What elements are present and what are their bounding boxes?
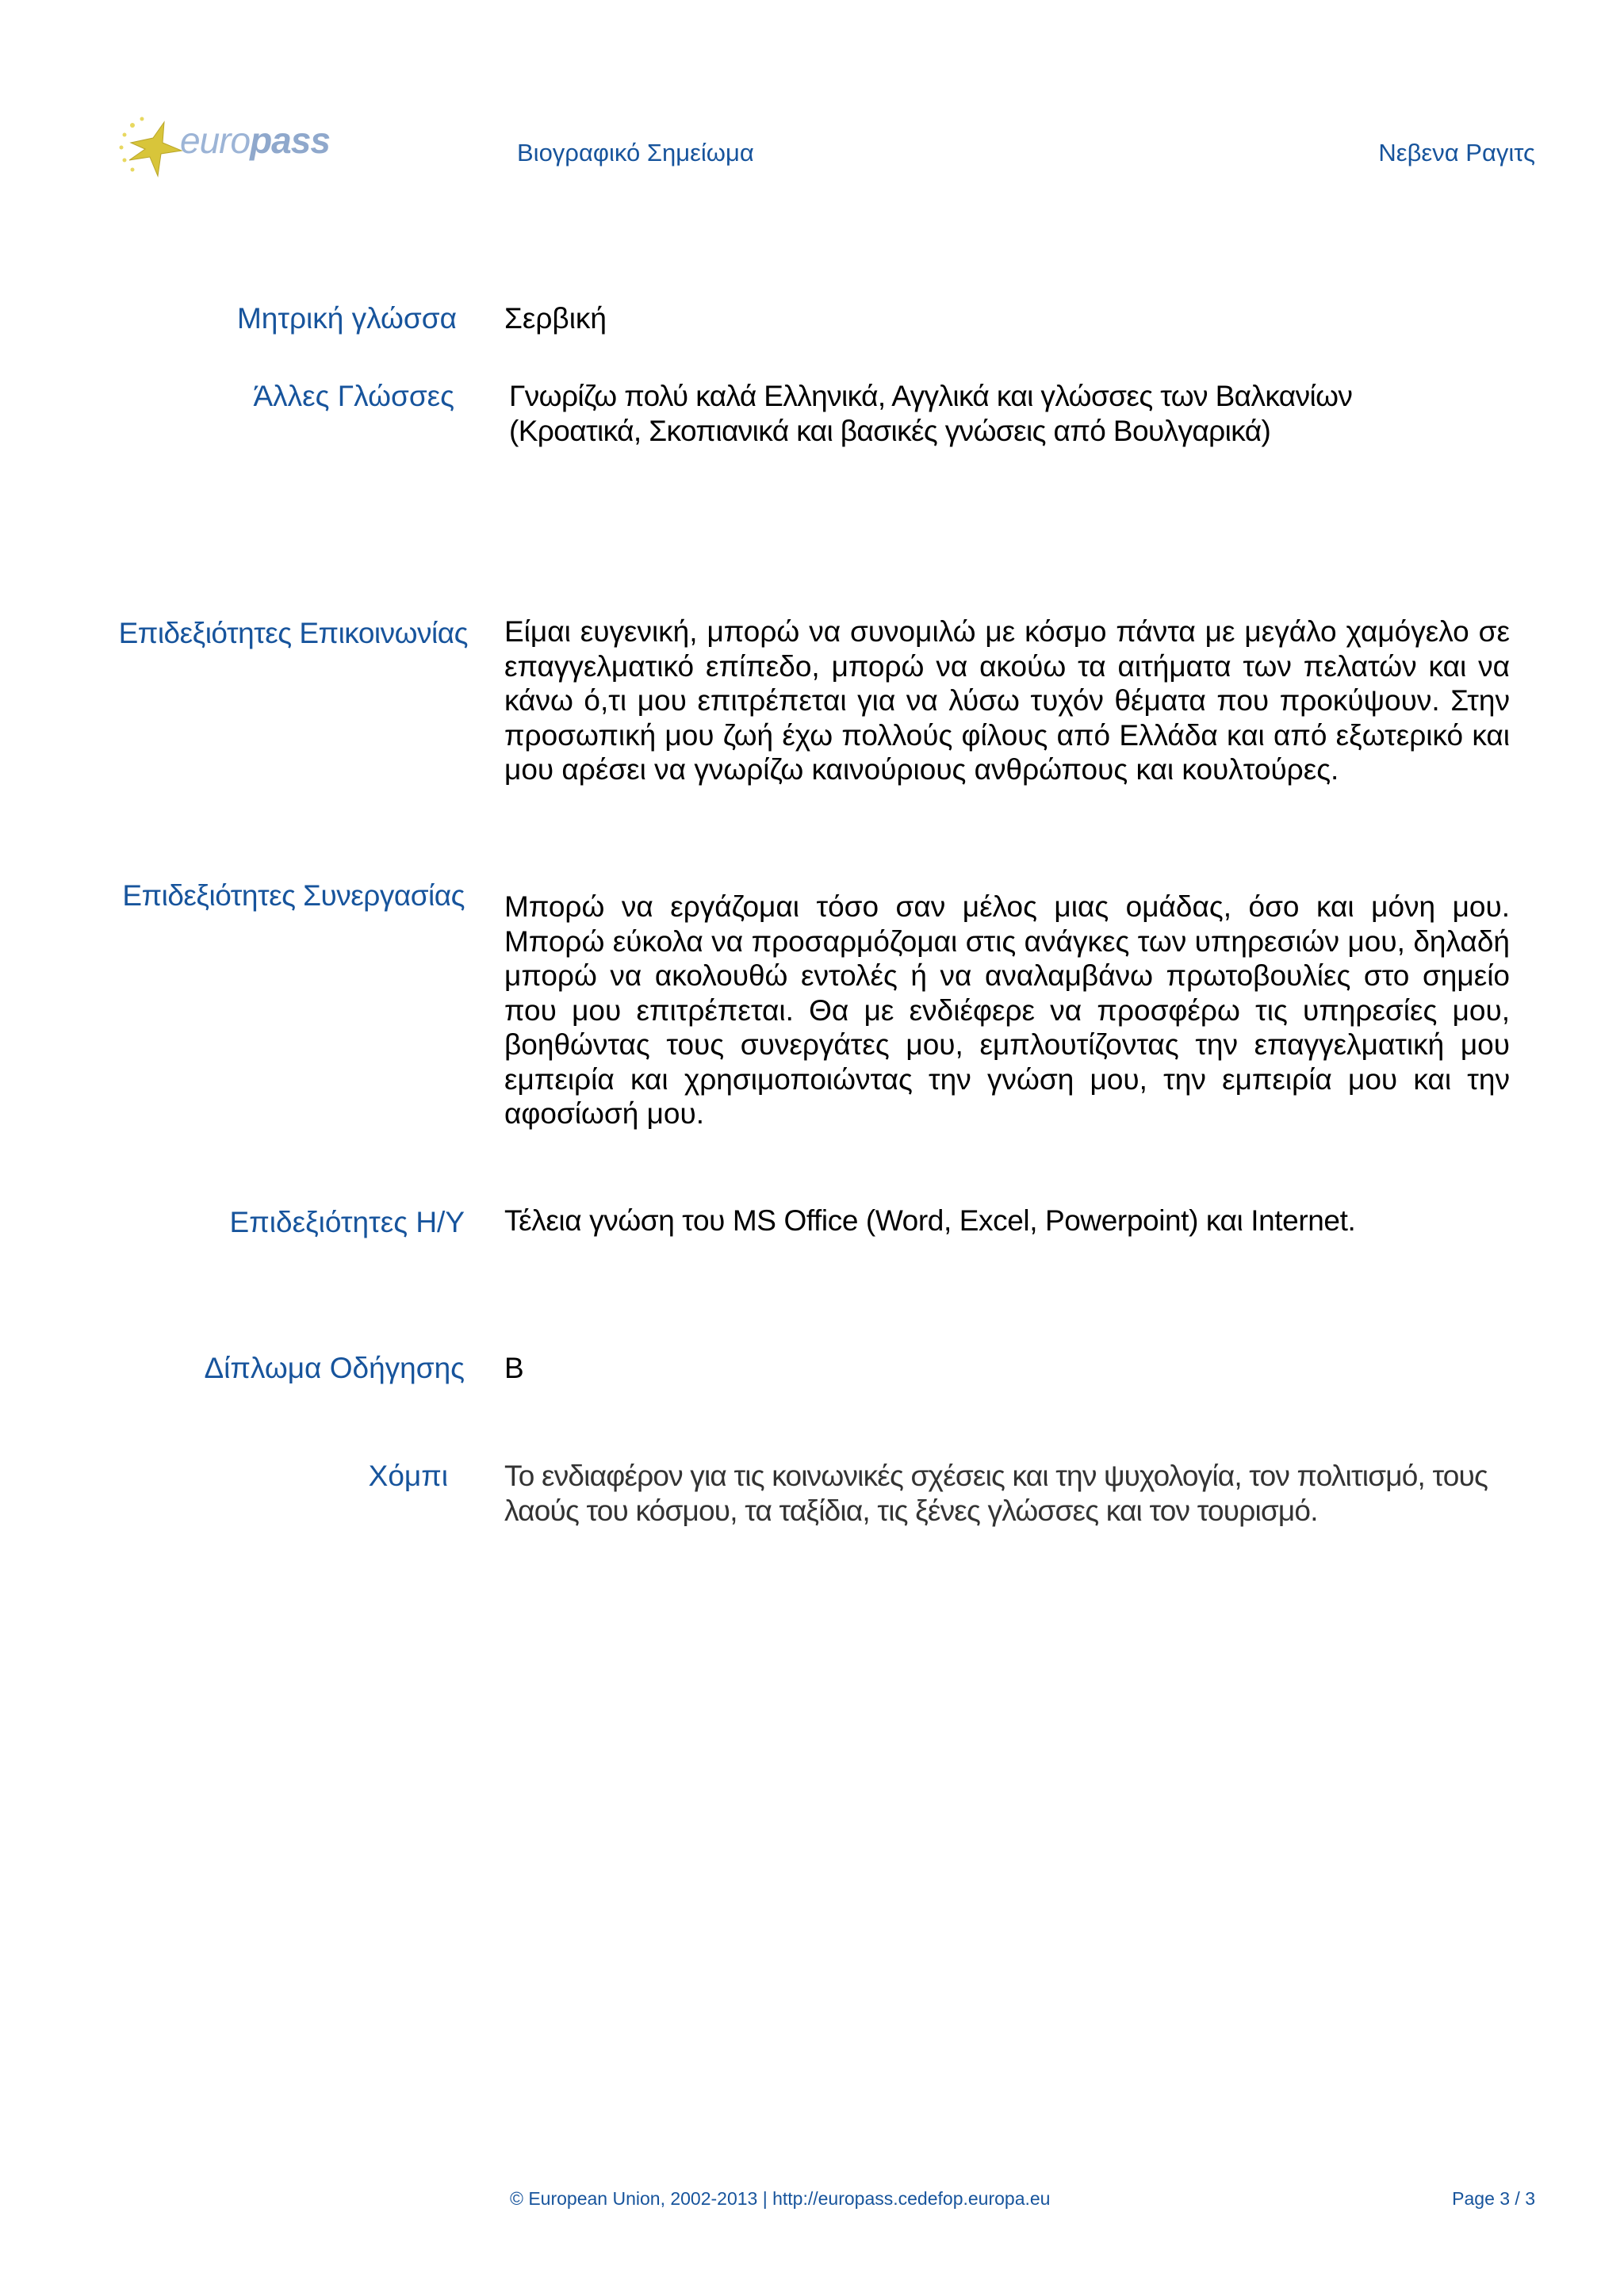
person-name: Νεβενα Ραγιτς — [1378, 139, 1535, 166]
section-value: Μπορώ να εργάζομαι τόσο σαν μέλος μιας ομάδας, όσο και μόνη μου. Μπορώ εύκολα να προσαρμόζομαι στις ανάγκες των υπηρεσιών μου, δηλαδή μπορώ να ακολουθώ εντολές ή να αναλαμβάνω πρωτοβουλίες στο σημείο που μου επιτρέπεται. Θα με ενδιέφερε να προσφέρω τις υπηρεσίες μου, βοηθώντας τους συνεργάτες μου, εμπλουτίζοντας την επαγγελματική μου εμπειρία και χρησιμοποιώντας την γνώση μου, την εμπειρία μου και την αφοσίωσή μου. — [504, 890, 1510, 1130]
europass-star-icon — [115, 111, 186, 182]
section-label: Άλλες Γλώσσες — [253, 380, 454, 412]
section-label: Δίπλωμα Οδήγησης — [204, 1352, 465, 1384]
section-label: Επιδεξιότητες Συνεργασίας — [122, 879, 465, 912]
section-value: Σερβική — [504, 302, 607, 335]
section-value: Γνωρίζω πολύ καλά Ελληνικά, Αγγλικά και γλώσσες των Βαλκανίων (Κροατικά, Σκοπιανικά και βασικές γνώσεις από Βουλγαρικά) — [509, 380, 1353, 447]
section-value: B — [504, 1352, 524, 1384]
section-value: Είμαι ευγενική, μπορώ να συνομιλώ με κόσμο πάντα με μεγάλο χαμόγελο σε επαγγελματικό επίπεδο, μπορώ να ακούω τα αιτήματα των πελατών και να κάνω ό,τι μου επιτρέπεται για να λύσω τυχόν θέματα που προκύψουν. Στην προσωπική μου ζωή έχω πολλούς φίλους από Ελλάδα και από εξωτερικό και μου αρέσει να γνωρίζω καινούριους ανθρώπους και κουλτούρες. — [504, 615, 1510, 786]
europass-logo — [115, 111, 337, 182]
europass-wordmark: europass — [180, 120, 330, 161]
page-header — [0, 0, 1624, 206]
section-value: Τέλεια γνώση του MS Office (Word, Excel, Powerpoint) και Internet. — [504, 1204, 1356, 1237]
section-label: Χόμπι — [368, 1460, 448, 1492]
section-label: Μητρική γλώσσα — [236, 302, 457, 335]
footer-copyright: © European Union, 2002-2013 | http://europass.cedefop.europa.eu — [510, 2188, 1051, 2209]
section-label: Επιδεξιότητες Η/Υ — [229, 1206, 465, 1238]
document-title: Βιογραφικό Σημείωμα — [517, 139, 754, 166]
section-label: Επιδεξιότητες Επικοινωνίας — [118, 617, 468, 649]
section-value: Το ενδιαφέρον για τις κοινωνικές σχέσεις και την ψυχολογία, τον πολιτισμό, τους λαούς του κόσμου, τα ταξίδια, τις ξένες γλώσσες και τον τουρισμό. — [504, 1460, 1488, 1527]
footer-page-number: Page 3 / 3 — [1452, 2188, 1535, 2209]
